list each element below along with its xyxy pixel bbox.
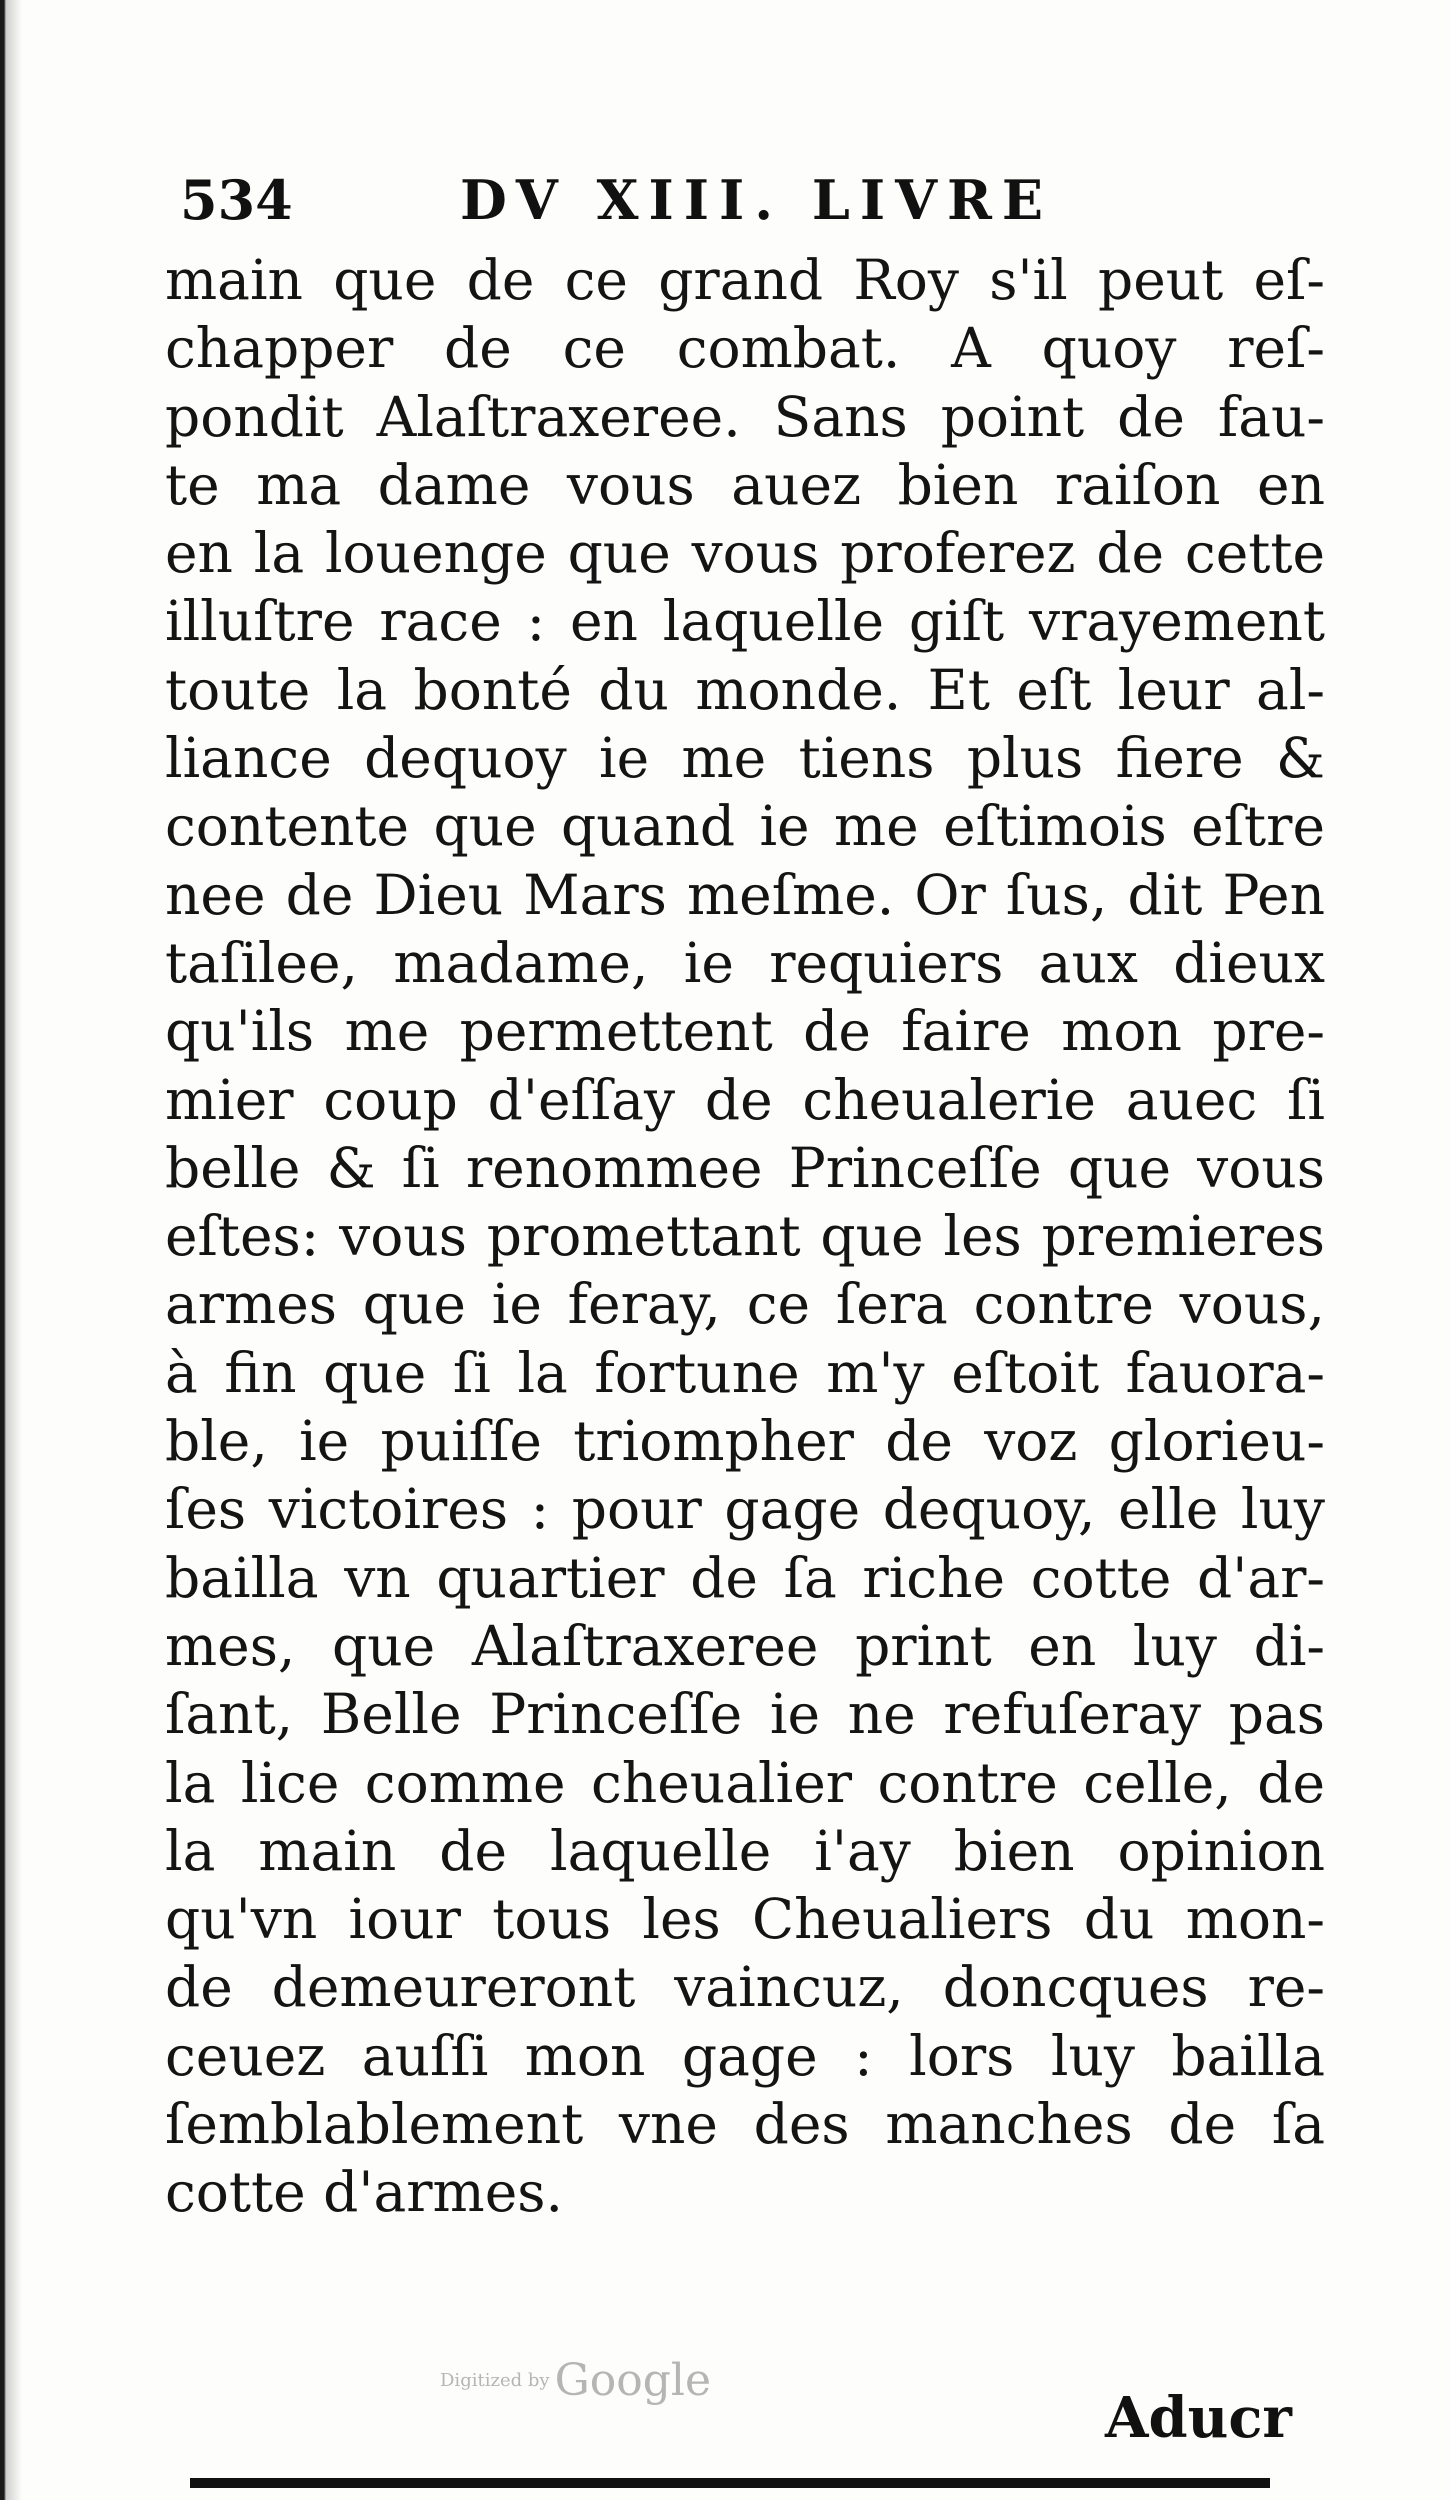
text-line: te ma dame vous auez bien raiſon en [165, 452, 1325, 517]
text-line: à fin que ſi la fortune m'y eſtoit fauora- [165, 1340, 1325, 1405]
text-line: ble, ie puiſſe triompher de voz glorieu- [165, 1409, 1325, 1474]
text-line: la main de laquelle i'ay bien opinion [165, 1818, 1325, 1883]
text-line: contente que quand ie me eſtimois eſtre [165, 794, 1325, 859]
text-line: liance dequoy ie me tiens plus fiere & [165, 726, 1325, 791]
watermark-prefix: Digitized by [440, 2370, 550, 2391]
text-line: nee de Dieu Mars meſme. Or ſus, dit Pen [165, 862, 1325, 927]
running-head [180, 168, 1290, 238]
text-line: la lice comme cheualier contre celle, de [165, 1750, 1325, 1815]
text-line: armes que ie feray, ce ſera contre vous, [165, 1272, 1325, 1337]
text-line: ſes victoires : pour gage dequoy, elle luy [165, 1477, 1325, 1542]
text-line: illuſtre race : en laquelle giſt vrayement [165, 589, 1325, 654]
digitized-watermark [440, 2355, 740, 2415]
text-line: mier coup d'eſſay de cheualerie auec ſi [165, 1067, 1325, 1132]
catchword: Aducr [1105, 2385, 1292, 2451]
text-line: belle & ſi renommee Princeſſe que vous [165, 1135, 1325, 1200]
text-line: taſilee, madame, ie requiers aux dieux [165, 930, 1325, 995]
text-line: ceuez auſſi mon gage : lors luy bailla [165, 2023, 1325, 2088]
text-line: bailla vn quartier de ſa riche cotte d'ar- [165, 1545, 1325, 1610]
page-number: 534 [180, 168, 293, 232]
text-line: pondit Alaſtraxeree. Sans point de fau- [165, 384, 1325, 449]
text-line: ſemblablement vne des manches de ſa [165, 2092, 1325, 2157]
text-line: cotte d'armes. [165, 2160, 563, 2225]
text-line: main que de ce grand Roy s'il peut eſ- [165, 248, 1325, 312]
text-line: qu'vn iour tous les Cheualiers du mon- [165, 1887, 1325, 1952]
page-bottom-edge [190, 2478, 1270, 2488]
page-left-edge [0, 0, 22, 2500]
text-line: eſtes: vous promettant que les premieres [165, 1204, 1325, 1269]
google-logo: Google [554, 2355, 712, 2406]
body-text [165, 246, 1325, 2227]
text-line: qu'ils me permettent de faire mon pre- [165, 999, 1325, 1064]
text-line: en la louenge que vous proferez de cette [165, 521, 1325, 586]
text-line: de demeureront vaincuz, doncques re- [165, 1955, 1325, 2020]
text-line: toute la bonté du monde. Et eſt leur al- [165, 657, 1325, 722]
text-line: chapper de ce combat. A quoy reſ- [165, 316, 1325, 381]
text-line: mes, que Alaſtraxeree print en luy di- [165, 1613, 1325, 1678]
text-line: ſant, Belle Princeſſe ie ne refuſeray pas [165, 1682, 1325, 1747]
running-title: DV XIII. LIVRE [460, 168, 1054, 232]
